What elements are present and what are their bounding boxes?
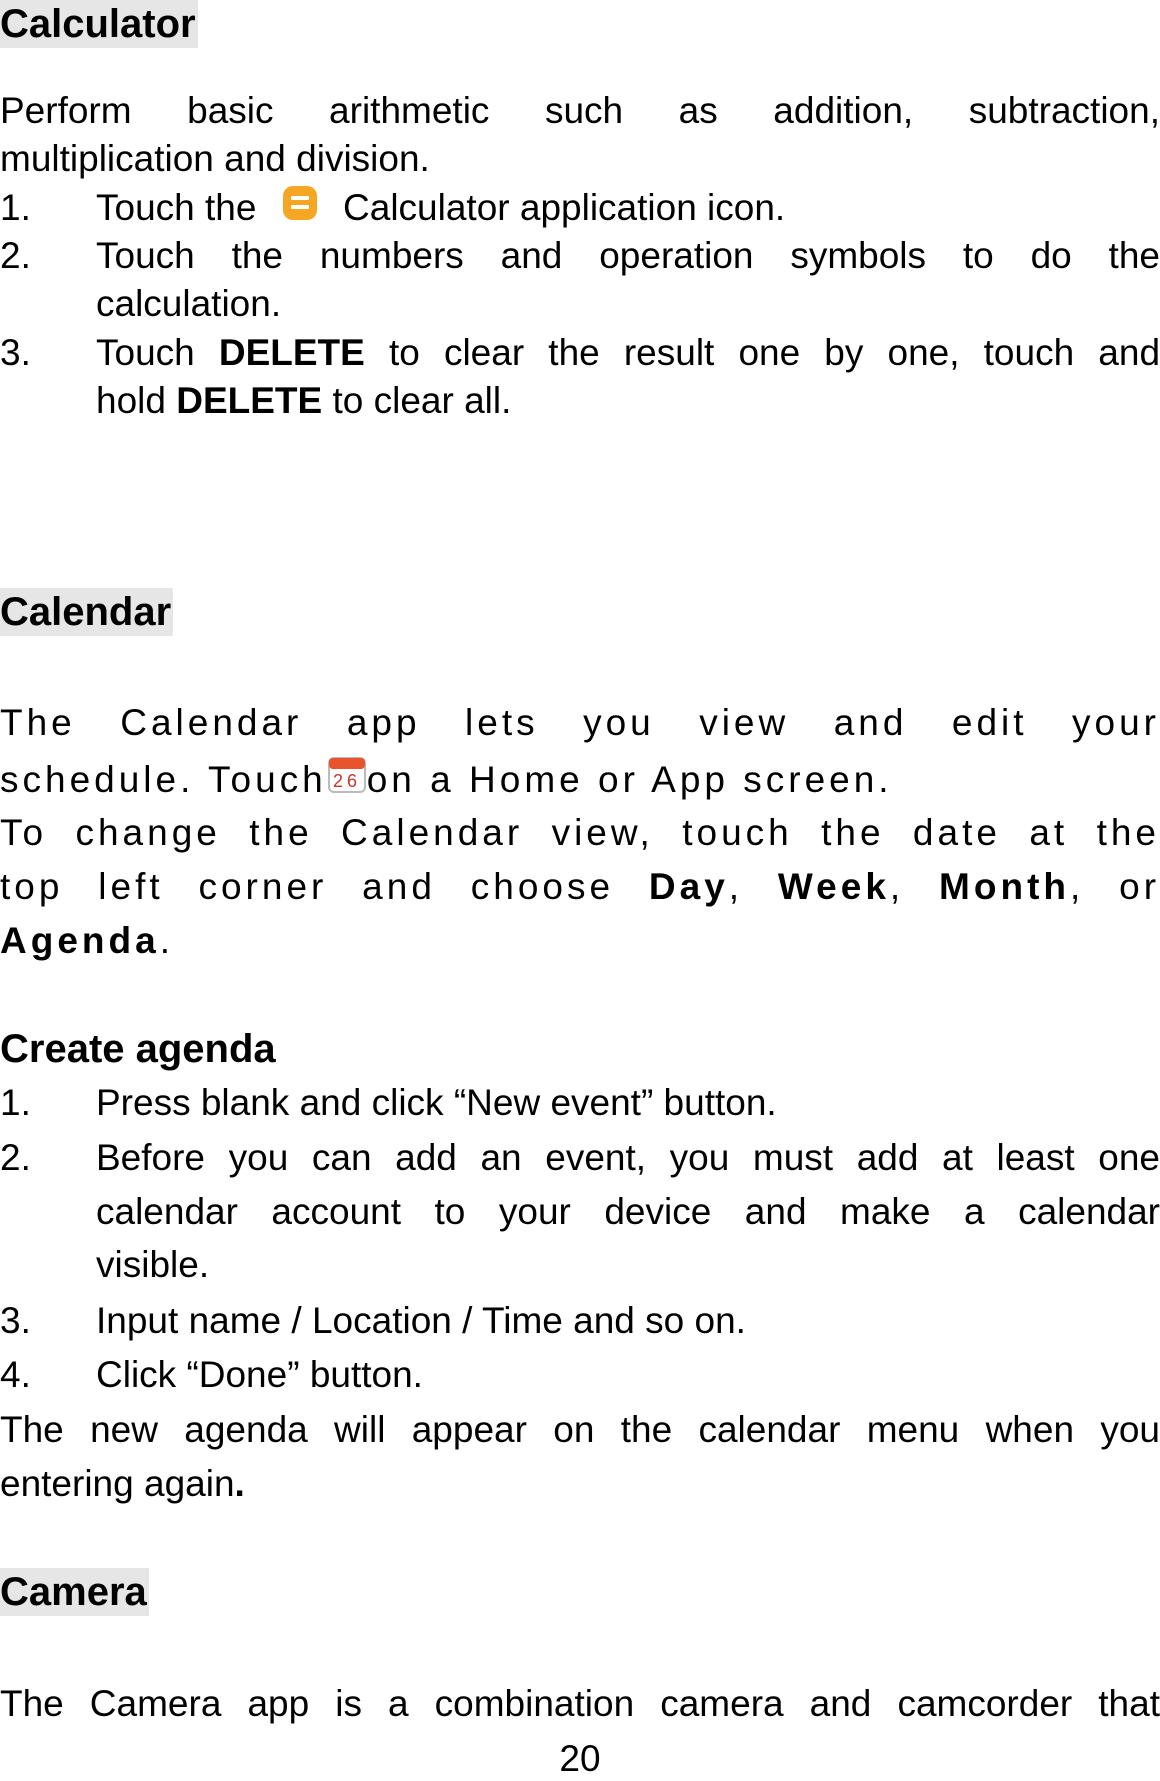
calculator-step1-pre: Touch the bbox=[96, 187, 257, 228]
calculator-step3-post2: to clear all. bbox=[332, 380, 512, 421]
calendar-p1-post: on a Home or App screen. bbox=[366, 759, 893, 800]
calendar-p2-line3: Agenda. bbox=[0, 920, 174, 961]
week-option: Week bbox=[777, 866, 890, 907]
camera-heading: Camera bbox=[0, 1570, 147, 1614]
calculator-step1-post: Calculator application icon. bbox=[343, 187, 786, 228]
delete-keyword: DELETE bbox=[218, 332, 365, 373]
calendar-p2-pre: top left corner and choose bbox=[0, 866, 615, 907]
calculator-step3-line2 bbox=[96, 374, 511, 428]
create-agenda-subheading: Create agenda bbox=[0, 1027, 276, 1071]
agenda-step3: Input name / Location / Time and so on. bbox=[96, 1300, 746, 1341]
agenda-step1: Press blank and click “New event” button. bbox=[96, 1082, 777, 1123]
calendar-p2-line2: top left corner and choose Day, Week, Month, or bbox=[0, 866, 1160, 907]
calculator-step3-pre: Touch bbox=[96, 332, 195, 373]
agenda-option: Agenda bbox=[0, 920, 160, 961]
calculator-intro-line1: Perform basic arithmetic such as addition, subtraction, bbox=[0, 90, 1160, 131]
calendar-closing-period: . bbox=[234, 1463, 245, 1504]
calculator-step1-number: 1. bbox=[0, 187, 31, 228]
month-option: Month bbox=[939, 866, 1070, 907]
camera-line1: The Camera app is a combination camera and camcorder that bbox=[0, 1683, 1160, 1724]
calculator-step3-pre2: hold bbox=[96, 380, 166, 421]
calculator-step2-line1: Touch the numbers and operation symbols to do the bbox=[96, 235, 1160, 276]
agenda-step2-line1: Before you can add an event, you must add at least one bbox=[96, 1137, 1160, 1178]
calendar-closing-line2 bbox=[0, 1457, 245, 1511]
agenda-step2-line3: visible. bbox=[96, 1244, 210, 1285]
calendar-icon-date: 26 bbox=[332, 770, 361, 791]
calendar-p1-line1: The Calendar app lets you view and edit your bbox=[0, 702, 1160, 743]
agenda-step4: Click “Done” button. bbox=[96, 1354, 423, 1395]
calendar-or: or bbox=[1119, 866, 1160, 907]
calendar-p1-line2 bbox=[0, 753, 893, 810]
calculator-step2-number: 2. bbox=[0, 235, 31, 276]
day-option: Day bbox=[648, 866, 729, 907]
calendar-closing-line1: The new agenda will appear on the calendar menu when you bbox=[0, 1409, 1160, 1450]
agenda-step3-number: 3. bbox=[0, 1300, 31, 1341]
calculator-heading: Calculator bbox=[0, 2, 196, 46]
agenda-step2-line2: calendar account to your device and make a calendar bbox=[96, 1191, 1160, 1232]
agenda-step1-number: 1. bbox=[0, 1082, 31, 1123]
calculator-step2-line2: calculation. bbox=[96, 283, 282, 324]
calendar-p2-line1: To change the Calendar view, touch the date at the bbox=[0, 812, 1160, 853]
calculator-step3-line1 bbox=[96, 326, 1160, 380]
agenda-step2-number: 2. bbox=[0, 1137, 31, 1178]
calendar-closing-text: entering again bbox=[0, 1463, 235, 1504]
calendar-app-icon bbox=[327, 755, 367, 810]
calendar-p1-pre: schedule. Touch bbox=[0, 759, 327, 800]
delete-keyword-2: DELETE bbox=[176, 380, 323, 421]
calendar-heading: Calendar bbox=[0, 590, 172, 634]
page-number: 20 bbox=[559, 1738, 601, 1779]
calculator-step3-mid: to clear the result one by one, touch and bbox=[388, 332, 1160, 373]
calculator-step3-number: 3. bbox=[0, 332, 31, 373]
calculator-intro-line2: multiplication and division. bbox=[0, 138, 430, 179]
agenda-step4-number: 4. bbox=[0, 1354, 31, 1395]
